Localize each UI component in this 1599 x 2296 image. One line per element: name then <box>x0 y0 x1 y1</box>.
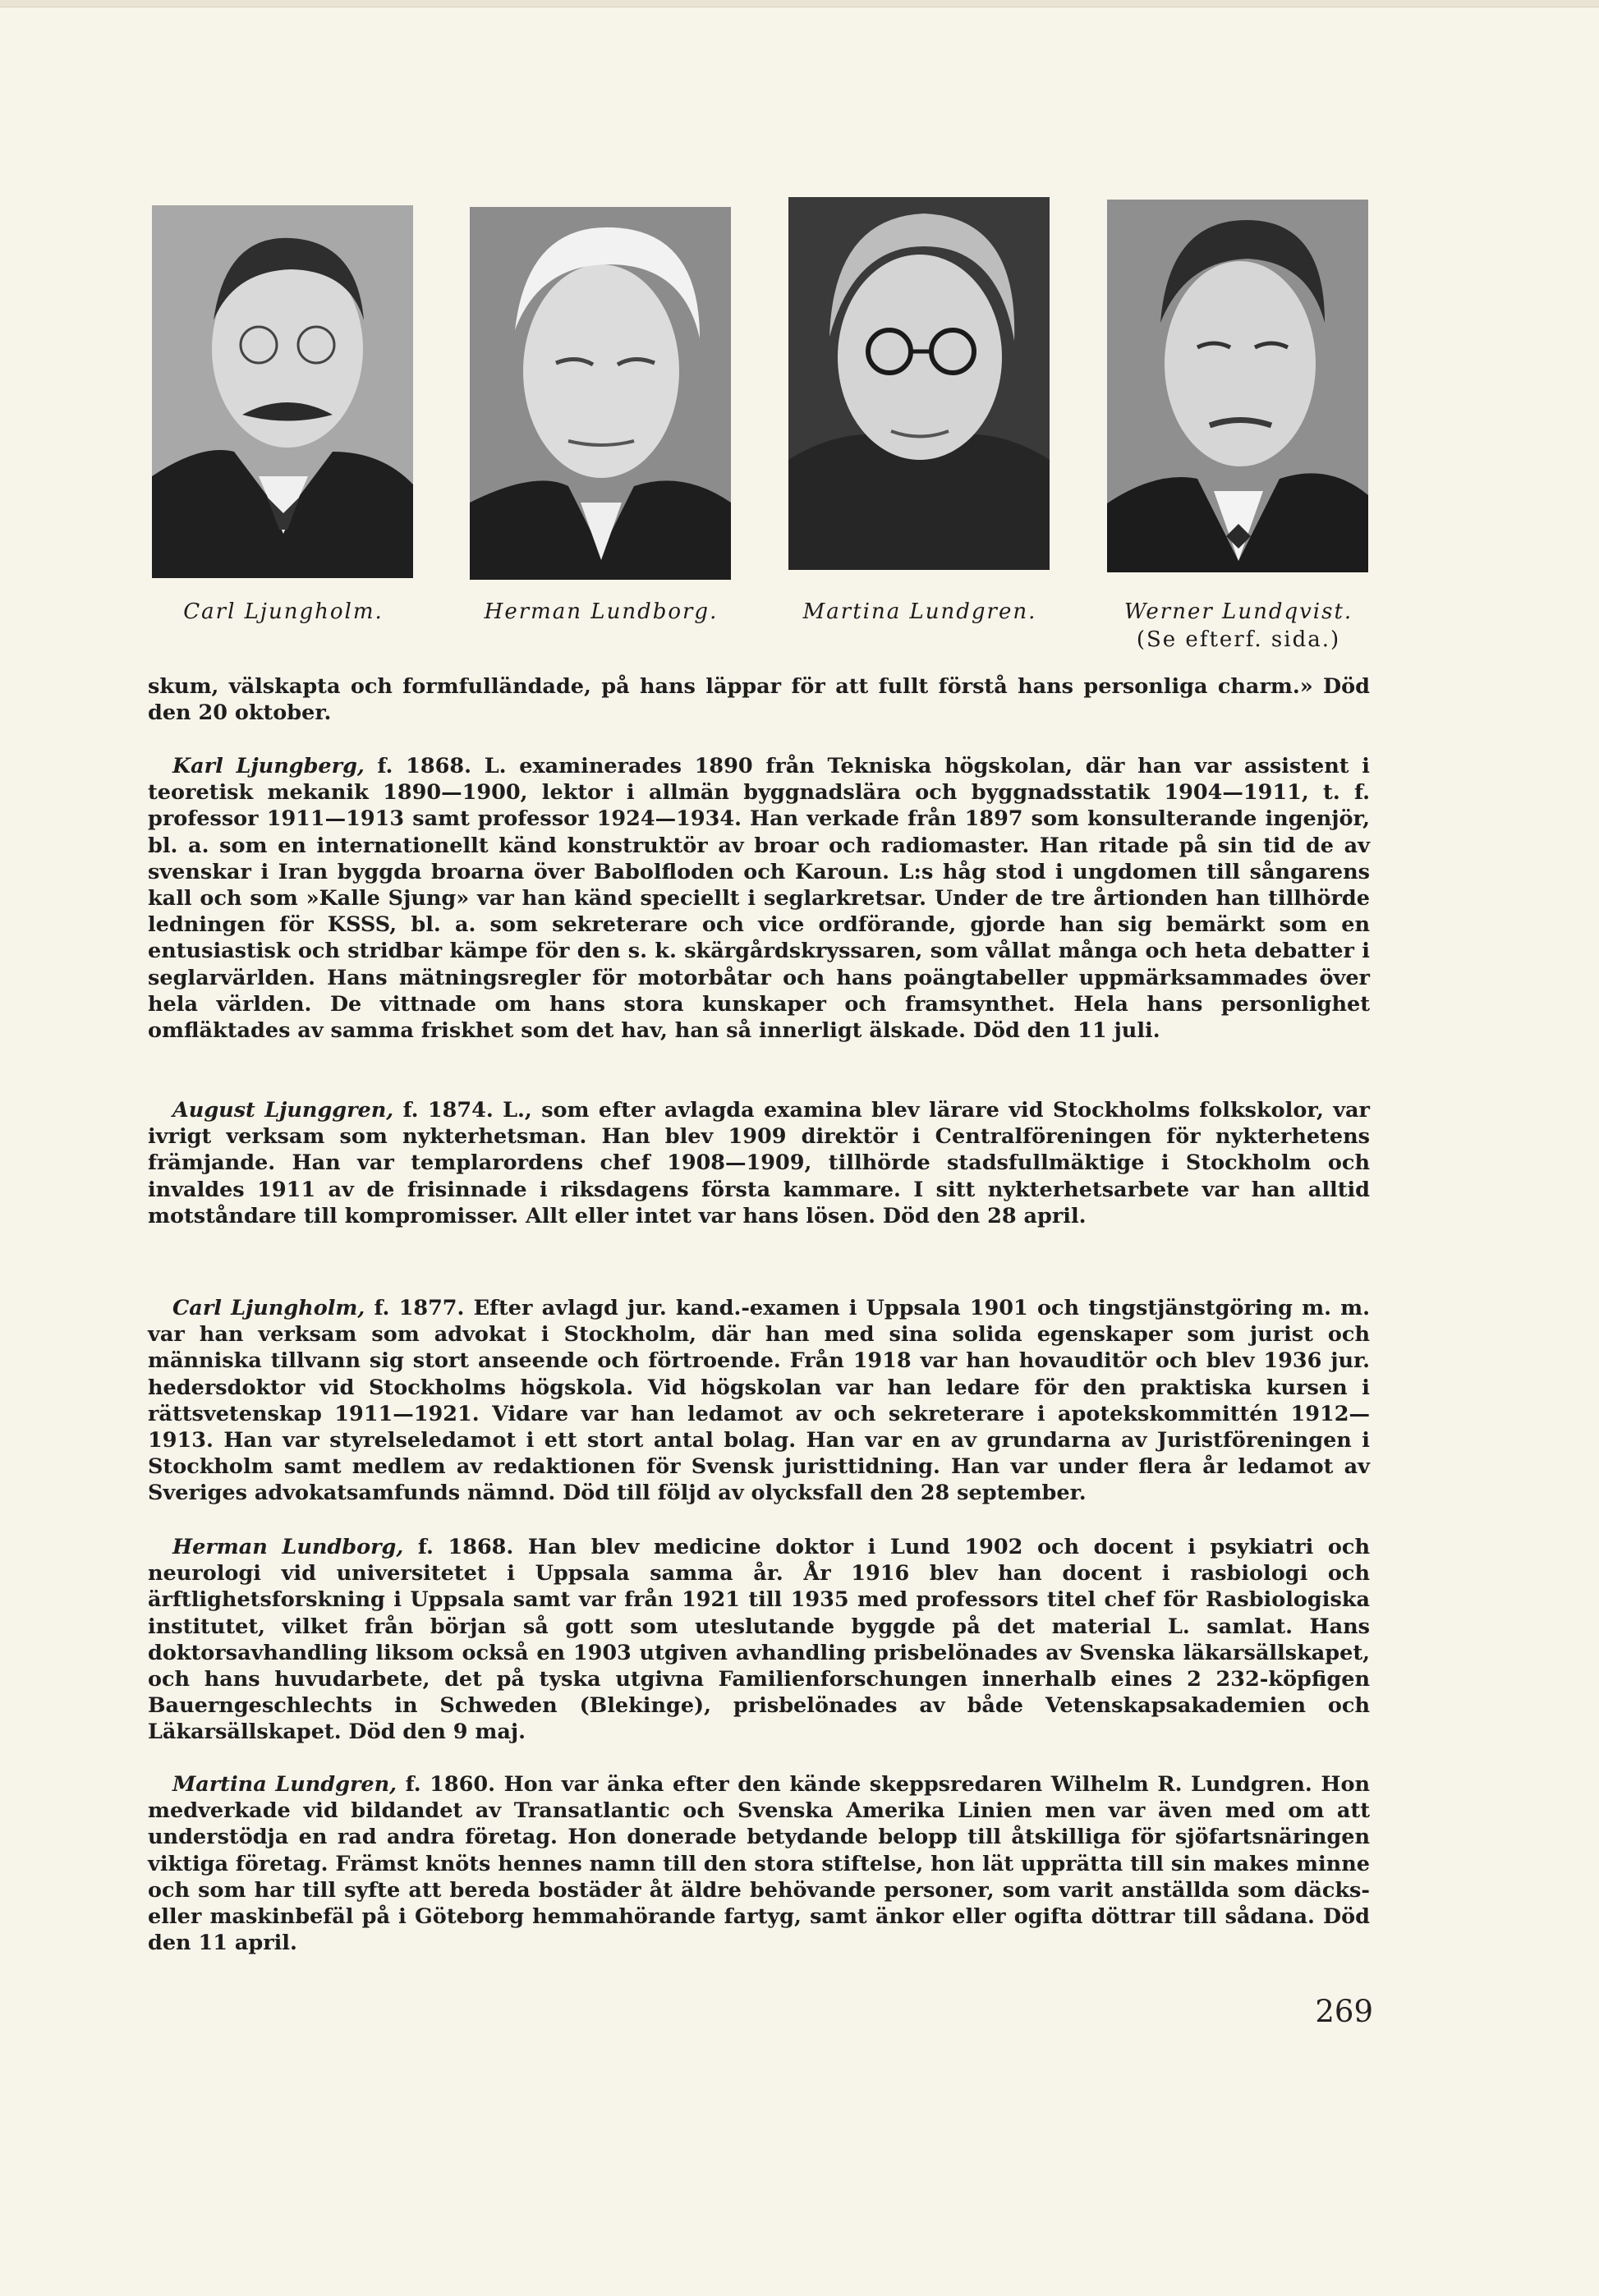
caption-werner-lundqvist <box>1091 598 1386 654</box>
page-top-edge <box>0 0 1599 7</box>
portrait-martina-lundgren <box>788 197 1050 570</box>
caption-martina-lundgren <box>772 598 1068 626</box>
entry-text: f. 1868. Han blev medicine doktor i Lund 1902 och docent i psykiatri och neurologi vid universitetet i Uppsala samma år. År 1916 blev han docent i rasbiologi och ärftlighetsforskning i Uppsala samt var från 1921 till 1935 med professors titel chef för Rasbiologiska institutet, vilket från början så gott som uteslutande byggde på det material L. samlat. Hans doktorsavhandling liksom också en 1903 utgiven avhandling prisbelönades av Svenska läkarsällskapet, och hans huvudarbete, det på tyska utgivna Familienforschungen innerhalb eines 2 232-köpfigen Bauerngeschlechts in Schweden (Blekinge), prisbelönades av både Vetenskapsakademien och Läkarsällskapet. Död den 9 maj. <box>148 1535 1370 1745</box>
entry-text: f. 1868. L. examinerades 1890 från Tekniska högskolan, där han var assistent i teoretisk mekanik 1890—1900, lektor i allmän byggnadslära och byggnadsstatik 1904—1911, t. f. professor 1911—1913 samt professor 1924—1934. Han verkade från 1897 som konsulterande ingenjör, bl. a. som en internationellt känd konstruktör av broar och radiomaster. Han ritade på sin tid de av svenskar i Iran byggda broarna över Babolfloden och Karoun. L:s håg stod i ungdomen till sångarens kall och som »Kalle Sjung» var han känd speciellt i seglarkretsar. Under de tre årtionden han tillhörde ledningen för KSSS, bl. a. som sekreterare och vice ordförande, gjorde han sig bemärkt som en entusiastisk och stridbar kämpe för den s. k. skärgårdskryssaren, som vållat många och heta debatter i seglarvärlden. Hans mätningsregler för motorbåtar och hans poängtabeller uppmärksammades över hela världen. De vittnade om hans stora kunskaper och framsynthet. Hela hans personlighet omfläktades av samma friskhet som det hav, han så innerligt älskade. Död den 11 juli. <box>148 754 1370 1044</box>
entry-name: Karl Ljungberg, <box>172 754 365 778</box>
paragraph-intro <box>148 673 1370 726</box>
entry-karl-ljungberg <box>148 753 1370 1044</box>
entry-name: Carl Ljungholm, <box>172 1296 365 1320</box>
portrait-herman-lundborg <box>470 207 731 580</box>
caption-text: Martina Lundgren. <box>802 599 1037 624</box>
page-number: 269 <box>1315 1994 1373 2029</box>
caption-text: Carl Ljungholm. <box>183 599 384 624</box>
entry-carl-ljungholm <box>148 1295 1370 1507</box>
caption-herman-lundborg <box>453 598 749 626</box>
portrait-photo-icon <box>1107 200 1368 572</box>
portrait-carl-ljungholm <box>152 205 413 578</box>
paragraph-text: skum, välskapta och formfulländade, på hans läppar för att fullt förstå hans personliga charm.» Död den 20 oktober. <box>148 674 1370 726</box>
entry-herman-lundborg <box>148 1534 1370 1746</box>
entry-text: f. 1874. L., som efter avlagda examina blev lärare vid Stockholms folkskolor, var ivrigt verksam som nykterhetsman. Han blev 1909 direktör i Centralföreningen för nykterhetens främjande. Han var templarordens chef 1908—1909, tillhörde stadsfullmäktige i Stockholm och invaldes 1911 av de frisinnade i riksdagens första kammare. I sitt nykterhetsarbete var han alltid motståndare till kompromisser. Allt eller intet var hans lösen. Död den 28 april. <box>148 1098 1370 1228</box>
caption-note: (Se efterf. sida.) <box>1136 627 1341 652</box>
portrait-photo-icon <box>152 205 413 578</box>
portrait-photo-icon <box>470 207 731 580</box>
entry-august-ljunggren <box>148 1097 1370 1229</box>
entry-name: Herman Lundborg, <box>172 1535 404 1559</box>
entry-martina-lundgren <box>148 1771 1370 1956</box>
portrait-photo-icon <box>788 197 1050 570</box>
entry-name: August Ljunggren, <box>172 1098 394 1123</box>
entry-text: f. 1877. Efter avlagd jur. kand.-examen i Uppsala 1901 och tingstjänstgöring m. m. var han verksam som advokat i Stockholm, där han med sina solida egenskaper som jurist och människa tillvann sig stort anseende och förtroende. Från 1918 var han hovauditör och blev 1936 jur. hedersdoktor vid Stockholms högskola. Vid högskolan var han ledare för den praktiska kursen i rättsvetenskap 1911—1921. Vidare var han ledamot av och sekreterare i apotekskommittén 1912—1913. Han var styrelseledamot i ett stort antal bolag. Han var en av grundarna av Juristföreningen i Stockholm samt medlem av redaktionen för Svensk juristtidning. Han var under flera år ledamot av Sveriges advokatsamfunds nämnd. Död till följd av olycksfall den 28 september. <box>148 1296 1370 1506</box>
caption-text: Werner Lundqvist. <box>1123 599 1353 624</box>
caption-carl-ljungholm <box>136 598 431 626</box>
entry-text: f. 1860. Hon var änka efter den kände skeppsredaren Wilhelm R. Lundgren. Hon medverkade vid bildandet av Transatlantic och Svenska Amerika Linien men var även med om att understödja en rad andra företag. Hon donerade betydande belopp till åtskilliga för sjöfartsnäringen viktiga företag. Främst knöts hennes namn till den stora stiftelse, hon lät upprätta till sin makes minne och som har till syfte att bereda bostäder åt äldre behövande personer, som varit anställda som däcks- eller maskinbefäl på i Göteborg hemmahörande fartyg, samt änkor eller ogifta döttrar till sådana. Död den 11 april. <box>148 1772 1370 1956</box>
entry-name: Martina Lundgren, <box>172 1772 397 1797</box>
portrait-werner-lundqvist <box>1107 200 1368 572</box>
caption-text: Herman Lundborg. <box>484 599 719 624</box>
